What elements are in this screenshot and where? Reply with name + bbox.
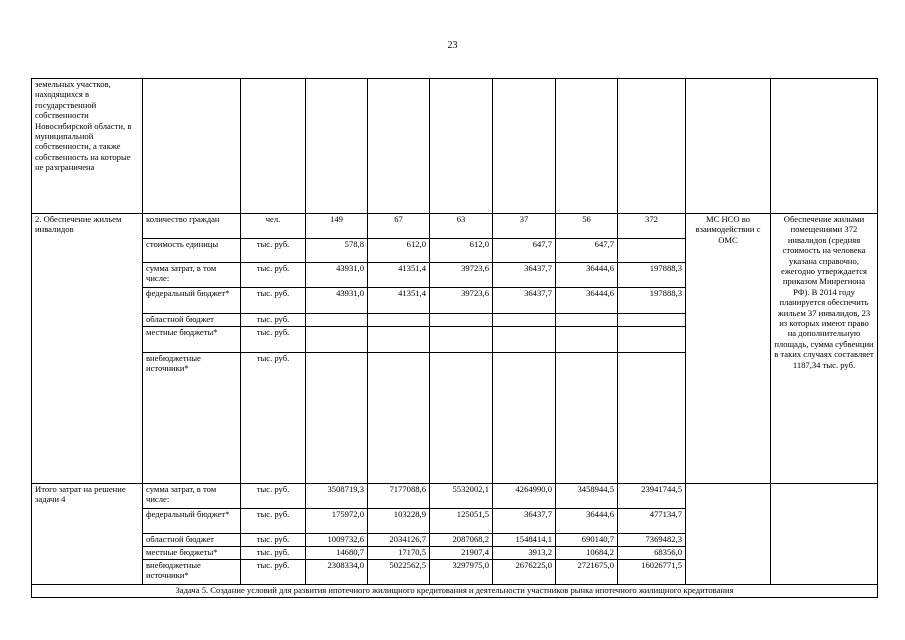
executor-cell: МС НСО во взаимодействии с ОМС — [686, 214, 771, 484]
cell-value: 36444,6 — [556, 288, 618, 314]
cell-value: 41351,4 — [368, 288, 430, 314]
row-unit: тыс. руб. — [241, 560, 306, 585]
cell-value: 103228,9 — [368, 509, 430, 534]
cell-value: 36437,7 — [493, 288, 556, 314]
cell-value: 197888,3 — [618, 288, 686, 314]
row-label: стоимость единицы — [143, 239, 241, 263]
cell-value: 477134,7 — [618, 509, 686, 534]
section-title: 2. Обеспечение жильем инвалидов — [32, 214, 143, 484]
cell-value: 3297975,0 — [430, 560, 493, 585]
row-label: сумма затрат, в том числе: — [143, 484, 241, 509]
cell-value: 647,7 — [556, 239, 618, 263]
cell-value — [618, 239, 686, 263]
cell-value: 36444,6 — [556, 509, 618, 534]
cell-value: 10684,2 — [556, 547, 618, 560]
row-label: местные бюджеты* — [143, 327, 241, 353]
cell-value: 21907,4 — [430, 547, 493, 560]
table-body — [32, 79, 878, 598]
cell-value: 647,7 — [493, 239, 556, 263]
cell-value: 67 — [368, 214, 430, 239]
row-unit: тыс. руб. — [241, 547, 306, 560]
cell-value: 14680,7 — [306, 547, 368, 560]
cell-value: 43931,0 — [306, 288, 368, 314]
row-label: внебюджетные источники* — [143, 560, 241, 585]
cell-value: 7369482,3 — [618, 534, 686, 547]
task-5-heading: Задача 5. Создание условий для развития ипотечного жилищного кредитования и деятельности участников рынка ипотечного жилищного кредитования — [32, 585, 878, 598]
cell-value: 36437,7 — [493, 509, 556, 534]
cell-value: 1548414,1 — [493, 534, 556, 547]
cell-value: 63 — [430, 214, 493, 239]
row-label: федеральный бюджет* — [143, 288, 241, 314]
cell-value: 372 — [618, 214, 686, 239]
cell-value: 2308334,0 — [306, 560, 368, 585]
continuation-text: земельных участков, находящихся в государственной собственности Новосибирской области, в муниципальной собственности, а также собственность на которые не разграничена — [32, 79, 143, 214]
row-unit: тыс. руб. — [241, 288, 306, 314]
cell-value: 3913,2 — [493, 547, 556, 560]
row-unit: тыс. руб. — [241, 484, 306, 509]
cell-value: 690140,7 — [556, 534, 618, 547]
cell-value: 175972,0 — [306, 509, 368, 534]
cell-value: 125051,5 — [430, 509, 493, 534]
page-number: 23 — [447, 40, 458, 51]
cell-value: 39723,6 — [430, 288, 493, 314]
cell-value: 5022562,5 — [368, 560, 430, 585]
cell-value: 7177088,6 — [368, 484, 430, 509]
cell-value: 68356,0 — [618, 547, 686, 560]
row-unit: тыс. руб. — [241, 327, 306, 353]
cell-value: 4264990,0 — [493, 484, 556, 509]
cell-value: 16026771,5 — [618, 560, 686, 585]
row-label: федеральный бюджет* — [143, 509, 241, 534]
result-cell: Обеспечение жилыми помещениями 372 инвалидов (средняя стоимость на человека указана справочно, ежегодно утверждается приказом Минрегиона РФ). В 2014 году планируется обеспечить жильем 37 инвалидов, 23 из которых имеют право на дополнительную площадь, сумма субвенции в таких случаях составляет 1187,34 тыс. руб. — [771, 214, 878, 484]
row-label: местные бюджеты* — [143, 547, 241, 560]
cell-value: 2676225,0 — [493, 560, 556, 585]
row-unit: тыс. руб. — [241, 353, 306, 484]
cell-value: 41351,4 — [368, 263, 430, 288]
row-unit: чел. — [241, 214, 306, 239]
row-unit: тыс. руб. — [241, 263, 306, 288]
cell-value: 17170,5 — [368, 547, 430, 560]
cell-value: 3508719,3 — [306, 484, 368, 509]
row-unit: тыс. руб. — [241, 314, 306, 327]
cell-value: 2034126,7 — [368, 534, 430, 547]
row-unit: тыс. руб. — [241, 534, 306, 547]
row-unit: тыс. руб. — [241, 509, 306, 534]
cell-value: 197888,3 — [618, 263, 686, 288]
cell-value: 2721675,0 — [556, 560, 618, 585]
row-label: сумма затрат, в том числе: — [143, 263, 241, 288]
task-heading-row — [32, 585, 878, 598]
cell-value: 23941744,5 — [618, 484, 686, 509]
cell-value: 43931,0 — [306, 263, 368, 288]
total-title: Итого затрат на решение задачи 4 — [32, 484, 143, 585]
cell-value: 149 — [306, 214, 368, 239]
cell-value: 5532002,1 — [430, 484, 493, 509]
table-row — [32, 214, 878, 239]
program-table — [31, 78, 878, 598]
cell-value: 612,0 — [368, 239, 430, 263]
cell-value: 3458944,5 — [556, 484, 618, 509]
row-label: внебюджетные источники* — [143, 353, 241, 484]
row-label: областной бюджет — [143, 314, 241, 327]
row-unit: тыс. руб. — [241, 239, 306, 263]
cell-value: 36437,7 — [493, 263, 556, 288]
cell-value: 612,0 — [430, 239, 493, 263]
cell-value: 2087068,2 — [430, 534, 493, 547]
cell-value: 36444,6 — [556, 263, 618, 288]
cell-value: 56 — [556, 214, 618, 239]
cell-value: 37 — [493, 214, 556, 239]
table-row — [32, 484, 878, 509]
row-label: областной бюджет — [143, 534, 241, 547]
cell-value: 1009732,6 — [306, 534, 368, 547]
row-label: количество граждан — [143, 214, 241, 239]
cell-value: 578,8 — [306, 239, 368, 263]
cell-value: 39723,6 — [430, 263, 493, 288]
continuation-row — [32, 79, 878, 214]
